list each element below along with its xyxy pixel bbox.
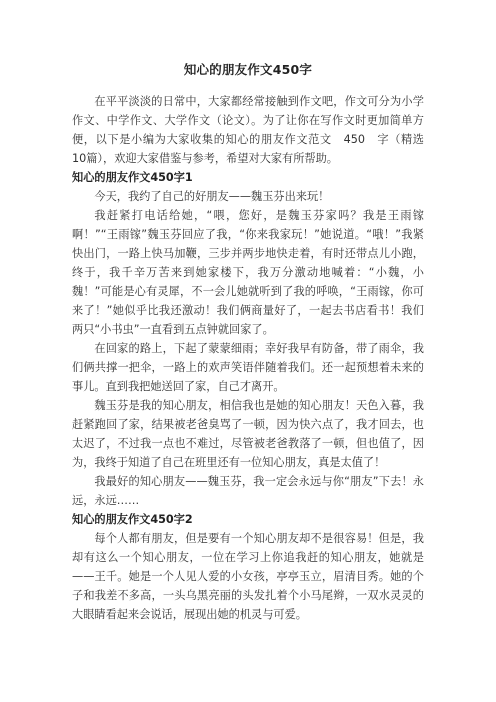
section-heading-2: 知心的朋友作文450字2 xyxy=(72,513,193,526)
section-1-paragraph: 今天，我约了自己的好朋友——魏玉芬出来玩！ xyxy=(94,190,330,203)
section-1-paragraph: 魏玉芬是我的知心朋友，相信我也是她的知心朋友！天色入暮，我赶紧跑回了家，结果被老爸臭骂了一顿，因为快六点了，我才回去，也太迟了，不过我一点也不难过，尽管被老爸教落了一顿，但也值了，因为，我终于知道了自己在班里还有一位知心朋友，真是太值了！ xyxy=(72,399,424,469)
section-2-paragraph: 每个人都有朋友，但是要有一个知心朋友却不是很容易！但是，我却有这么一个知心朋友，一位在学习上你追我赶的知心朋友，她就是——王千。她是一个人见人爱的小女孩，亭亭玉立，眉清目秀。她的个子和我差不多高，一头乌黑亮丽的头发扎着个小马尾辫，一双水灵灵的大眼睛看起来会说话，展现出她的机灵与可爱。 xyxy=(72,532,424,621)
intro-paragraph: 在平平淡淡的日常中，大家都经常接触到作文吧，作文可分为小学作文、中学作文、大学作文（论文）。为了让你在写作文时更加简单方便，以下是小编为大家收集的知心的朋友作文范文 450 字（精选 10篇），欢迎大家借鉴与参考，希望对大家有所帮助。 xyxy=(72,95,436,165)
document-title: 知心的朋友作文450字 xyxy=(183,62,313,77)
section-heading-1: 知心的朋友作文450字1 xyxy=(72,171,193,184)
section-1-paragraph: 我最好的知心朋友——魏玉芬，我一定会永远与你“朋友”下去！永远，永远…… xyxy=(72,475,424,507)
section-1-paragraph: 在回家的路上，下起了蒙蒙细雨；幸好我早有防备，带了雨伞，我们俩共撑一把伞，一路上的欢声笑语伴随着我们。还一起预想着未来的事儿。直到我把她送回了家，自己才离开。 xyxy=(72,342,424,393)
section-1-paragraph: 我赶紧打电话给她，“喂，您好，是魏玉芬家吗？我是王雨镓啊！”“王雨镓”魏玉芬回应了我，“你来我家玩！”她说道。“哦！”我紧快出门，一路上快马加鞭，三步并两步地快走着，有时还带点儿小跑，终于，我千辛万苦来到她家楼下，我万分激动地喊着：“小魏，小魏！”可能是心有灵犀，不一会儿她就听到了我的呼唤，“王雨镓，你可来了！”她似乎比我还激动！我们俩商量好了，一起去书店看书！我们两只“小书虫”一直看到五点钟就回家了。 xyxy=(72,209,424,336)
